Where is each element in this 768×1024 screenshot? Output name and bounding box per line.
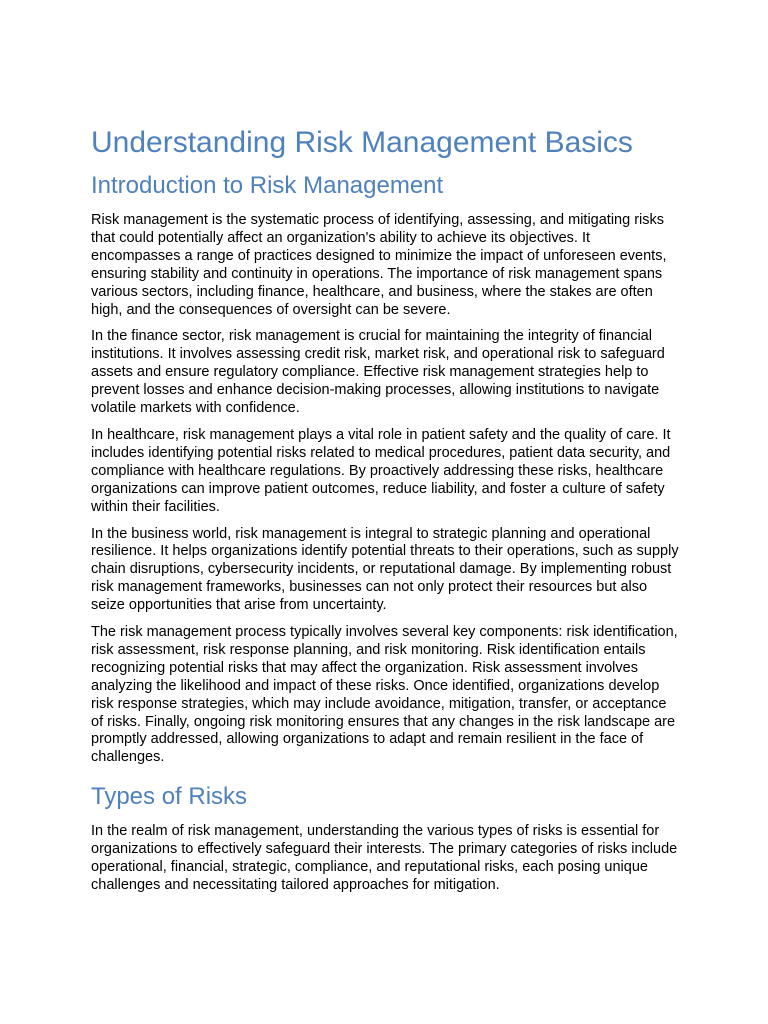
paragraph-intro-business: In the business world, risk management is integral to strategic planning and operational resilience. It helps organizations identify potential threats to their operations, such as supply chain disruptions, cybersecurity incidents, or reputational damage. By implementing robust risk management frameworks, businesses can not only protect their resources but also seize opportunities that arise from uncertainty. [91,525,679,614]
paragraph-intro-healthcare: In healthcare, risk management plays a vital role in patient safety and the quality of care. It includes identifying potential risks related to medical procedures, patient data security, and compliance with healthcare regulations. By proactively addressing these risks, healthcare organizations can improve patient outcomes, reduce liability, and foster a culture of safety within their facilities. [91,426,671,515]
paragraph-intro-process: The risk management process typically involves several key components: risk identification, risk assessment, risk response planning, and risk monitoring. Risk identification entails recognizing potential risks that may affect the organization. Risk assessment involves analyzing the likelihood and impact of these risks. Once identified, organizations develop risk response strategies, which may include avoidance, mitigation, transfer, or acceptance of risks. Finally, ongoing risk monitoring ensures that any changes in the risk landscape are promptly addressed, allowing organizations to adapt and remain resilient in the face of challenges. [91,624,678,766]
paragraph-intro-overview: Risk management is the systematic process of identifying, assessing, and mitigating risks that could potentially affect an organization's ability to achieve its objectives. It encompasses a range of practices designed to minimize the impact of unforeseen events, ensuring stability and continuity in operations. The importance of risk management spans various sectors, including finance, healthcare, and business, where the stakes are often high, and the consequences of oversight can be severe. [91,212,667,318]
document-title: Understanding Risk Management Basics [91,126,633,159]
section-heading-types-of-risks: Types of Risks [91,783,248,811]
section-types-of-risks [91,781,682,895]
paragraph-types-overview: In the realm of risk management, understanding the various types of risks is essential for organizations to effectively safeguard their interests. The primary categories of risks include operational, financial, strategic, compliance, and reputational risks, each posing unique challenges and necessitating tailored approaches for mitigation. [91,823,678,893]
section-heading-introduction: Introduction to Risk Management [91,172,444,199]
section-introduction [91,170,682,767]
paragraph-intro-finance: In the finance sector, risk management is crucial for maintaining the integrity of financial institutions. It involves assessing credit risk, market risk, and operational risk to safeguard assets and ensure regulatory compliance. Effective risk management strategies help to prevent losses and enhance decision-making processes, allowing institutions to navigate volatile markets with confidence. [91,328,665,417]
